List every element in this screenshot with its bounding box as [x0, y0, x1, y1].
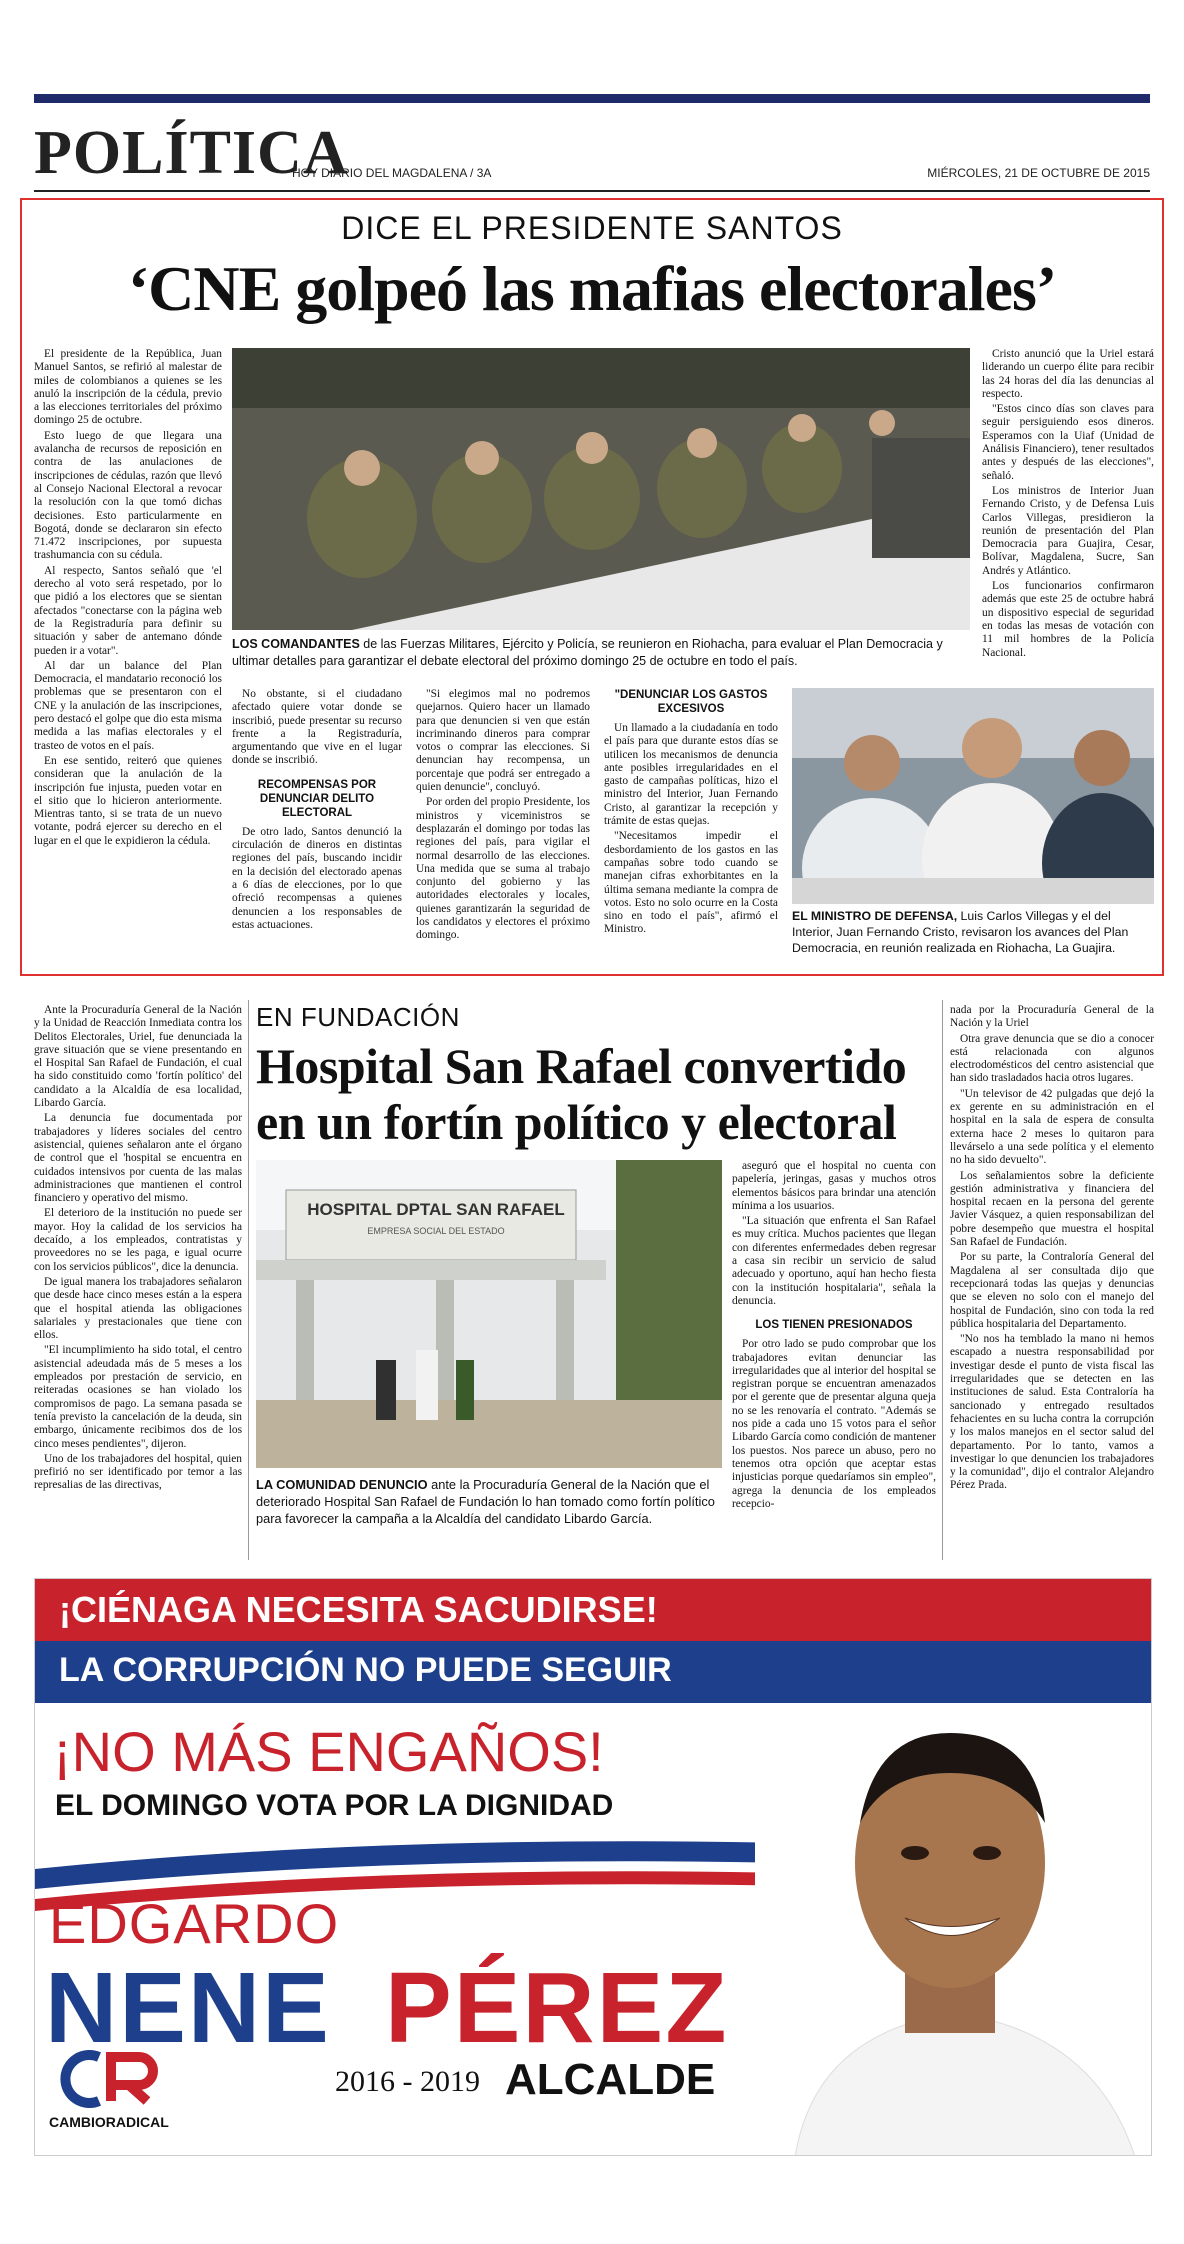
- candidate-first-name: EDGARDO: [49, 1892, 340, 1955]
- paragraph: Por orden del propio Presidente, los ministros y viceministros se desplazarán el domingo por todas las regiones del país, para vigilar el normal desarrollo de las elecciones. Una medida que se suma al trabajo conjunto del gobierno y las autoridades electorales y locales, quienes garantizarán la seguridad de los candidatos y electores el próximo domingo.: [416, 796, 590, 942]
- paragraph: "Si elegimos mal no podremos quejarnos. Quiero hacer un llamado para que denuncien si ven que están incriminando dineros para comprar votos o comprar las elecciones. Si denuncian hay recompensa, un porcentaje que podrá ser entregado a quien denuncie", concluyó.: [416, 688, 590, 794]
- hospital-sign: HOSPITAL DPTAL SAN RAFAEL: [307, 1200, 565, 1219]
- caption-text: ante la Procuraduría General de la Nación que el deteriorado Hospital San Rafael de Fundación lo han tomado como fortín político para favorecer la campaña a la Alcaldía del candidato Libardo García.: [256, 1477, 715, 1526]
- paragraph: El deterioro de la institución no puede ser mayor. Hoy la calidad de los servicios ha decaído, a los empleados, contratistas y proveedores no se les paga, e igual ocurre con los servicios públicos", dice la denuncia.: [34, 1207, 242, 1273]
- story2-column-left: [34, 1004, 242, 1560]
- paragraph: "La situación que enfrenta el San Rafael es muy crítica. Muchos pacientes que llegan con diferentes enfermedades deben regresar a casa sin recibir un servicio de salud adecuado y oportuno, aquí han hecho fiesta con la institución hospitalaria", señala la denuncia.: [732, 1215, 936, 1307]
- column-divider: [248, 1000, 249, 1560]
- subhead-rewards: RECOMPENSAS POR DENUNCIAR DELITO ELECTORAL: [257, 778, 377, 819]
- story-santos: [20, 198, 1164, 976]
- story2-column-right: [950, 1004, 1154, 1560]
- story2-headline: Hospital San Rafael convertido en un fortín político y electoral: [256, 1038, 907, 1150]
- photo-defense-minister: [792, 688, 1154, 904]
- ad-period: 2016 - 2019: [335, 2065, 480, 2098]
- ad-line-1: ¡CIÉNAGA NECESITA SACUDIRSE!: [59, 1589, 658, 1630]
- paragraph: nada por la Procuraduría General de la Nación y la Uriel: [950, 1004, 1154, 1030]
- paragraph: No obstante, si el ciudadano afectado quiere votar donde se inscribió, puede presentar su recurso frente a la Registraduría, argumentando que vive en el lugar donde se inscribió.: [232, 688, 402, 767]
- paragraph: aseguró que el hospital no cuenta con papelería, jeringas, gasas y muchos otros elementos básicos para brindar una atención mínima a los usuarios.: [732, 1160, 936, 1212]
- paragraph: Los funcionarios confirmaron además que este 25 de octubre habrá un dispositivo especial de seguridad en todas las mesas de votación con 11 mil hombres de la Policía Nacional.: [982, 580, 1154, 659]
- paragraph: Al dar un balance del Plan Democracia, el mandatario reconoció los problemas que se presentaron con el CNE y la anulación de las inscripciones, pero destacó el golpe que dio esta misma medida a las mafias electorales y el trasteo de votos en el país.: [34, 659, 222, 752]
- paragraph: Por otro lado se pudo comprobar que los trabajadores evitan denunciar las irregularidades que al interior del hospital se registran porque se encuentran amenazados por el gerente que de presentar alguna queja no se les renovaría el contrato. "Además se nos pide a cada uno 15 votos para el señor Libardo García como condición de mantener los puestos. Nos parece un abuso, pero no tenemos otra opción que aceptar estas injusticias porque quedaríamos sin empleo", agrega la denuncia de los empleados recepcio-: [732, 1338, 936, 1510]
- paper-date: MIÉRCOLES, 21 DE OCTUBRE DE 2015: [927, 166, 1150, 180]
- ad-line-3: ¡NO MÁS ENGAÑOS!: [53, 1720, 604, 1783]
- paragraph: De igual manera los trabajadores señalaron que desde hace cinco meses están a la espera que el hospital atienda las obligaciones salariales y prestacionales que tiene con ellos.: [34, 1275, 242, 1342]
- caption-text: Luis Carlos Villegas y el del Interior, Juan Fernando Cristo, revisaron los avances del Plan Democracia, en reunión realizada en Riohacha, La Guajira.: [792, 909, 1129, 955]
- paragraph: "No nos ha temblado la mano ni hemos escapado a nuestra responsabilidad por investigar desde el punto de vista fiscal las irregularidades que se detecten en las instituciones de salud. Esta Contraloría ha sancionado y entregado resultados fehacientes en su lucha contra la corrupción y los malos manejos en el sector salud del departamento. Por lo tanto, vamos a investigar lo que denuncien los trabajadores y la comunidad", dijo el contralor Alejandro Pérez Prada.: [950, 1333, 1154, 1492]
- paragraph: "El incumplimiento ha sido total, el centro asistencial adeudada más de 5 meses a los empleados por prestación de servicio, en reiteradas ocasiones se han violado los compromisos de pago. La semana pasada se tenía previsto la cancelación de la deuda, sin embargo, únicamente recibimos dos de los cinco meses pendientes", dijeron.: [34, 1344, 242, 1450]
- ad-line-4: EL DOMINGO VOTA POR LA DIGNIDAD: [55, 1789, 614, 1822]
- ad-office: ALCALDE: [505, 2055, 716, 2104]
- photo-commanders-meeting: [232, 348, 970, 630]
- subhead-pressured: LOS TIENEN PRESIONADOS: [755, 1319, 913, 1332]
- paragraph: Uno de los trabajadores del hospital, quien prefirió no ser identificado por temor a las represalias de las directivas,: [34, 1452, 242, 1492]
- candidate-portrait: [755, 1703, 1152, 2156]
- paragraph: Esto luego de que llegara una avalancha de recursos de reposición en contra de las anulaciones de inscripciones de cédulas, razón que llevó al Consejo Nacional Electoral a revocar la resolución con la que tomó dichas decisiones. Esto particularmente en Bogotá, donde se declararon sin efecto 71.472 inscripciones, por supuesta trashumancia con su cédula.: [34, 429, 222, 562]
- story1-column-1: [34, 348, 222, 968]
- caption-lead: LA COMUNIDAD DENUNCIO: [256, 1477, 428, 1492]
- paragraph: Los ministros de Interior Juan Fernando Cristo, y de Defensa Luis Carlos Villegas, presidieron la reunión de presentación del Plan Democracia para Guajira, Cesar, Bolívar, Magdalena, Sucre, San Andrés y Atlántico.: [982, 484, 1154, 577]
- paragraph: La denuncia fue documentada por trabajadores y líderes sociales del centro asistencial, quienes señalaron ante el órgano de control que el 'hospital se encuentra en cuidados intensivos por cuenta de las malas administraciones que mantienen el control financiero y operativo del mismo.: [34, 1112, 242, 1205]
- masthead: [34, 118, 1150, 192]
- newspaper-page: [30, 0, 1154, 2244]
- photo3-caption: [256, 1476, 722, 1527]
- paragraph: "Estos cinco días son claves para seguir persiguiendo esos dineros. Esperamos con la Uiaf (Unidad de Análisis Financiero), tener resultados antes y después de las elecciones", señaló.: [982, 403, 1154, 482]
- story2-kicker: EN FUNDACIÓN: [256, 1002, 460, 1032]
- cambio-radical-logo: [49, 2049, 189, 2139]
- paragraph: "Necesitamos impedir el desbordamiento de los gastos en las campañas sobre todo cuando se manejan cifras exhorbitantes en la última semana mediante la compra de votos. Esto no solo ocurre en la Costa sino en todo el país", afirmó el Ministro.: [604, 830, 778, 936]
- paragraph: En ese sentido, reiteró que quienes consideran que la anulación de la inscripción fue injusta, pueden votar en el sitio que lo hicieron anteriormente. Mientras tanto, si se trata de un nuevo votante, podrá ejercer su derecho en el lugar en el que le expidieron la cédula.: [34, 754, 222, 847]
- paragraph: Los señalamientos sobre la deficiente gestión administrativa y financiera del hospital recaen en la persona del gerente Javier Vásquez, a quien responsabilizan del pobre desempeño que muestra el hospital San Rafael de Fundación.: [950, 1169, 1154, 1249]
- photo-hospital: [256, 1160, 722, 1468]
- story1-headline: ‘CNE golpeó las mafias electorales’: [127, 253, 1057, 324]
- story1-kicker: DICE EL PRESIDENTE SANTOS: [341, 210, 843, 246]
- story1-column-3: [416, 688, 590, 970]
- paragraph: Al respecto, Santos señaló que 'el derecho al voto será respetado, por lo que pidió a los electores que se sientan afectados "conectarse con la página web de la Registraduría para definir su situación y saber de antemano dónde pueden ir a votar".: [34, 564, 222, 657]
- story1-column-5: [982, 348, 1154, 678]
- paper-name: HOY DIARIO DEL MAGDALENA / 3A: [292, 166, 492, 180]
- top-rule: [34, 94, 1150, 103]
- subhead-expenses: "DENUNCIAR LOS GASTOS EXCESIVOS: [614, 689, 768, 715]
- candidate-surname: PÉREZ: [385, 1952, 729, 2064]
- candidate-nickname: NENE: [45, 1952, 331, 2064]
- caption-text: de las Fuerzas Militares, Ejército y Policía, se reunieron en Riohacha, para evaluar el Plan Democracia y ultimar detalles para garantizar el debate electoral del próximo domingo 25 de octubre en todo el país.: [232, 637, 943, 668]
- paragraph: Por su parte, la Contraloría General del Magdalena al ser consultada dijo que recepcionará todas las quejas y denuncias que se eleven no solo con el manejo del hospital de Fundación, sino con toda la red pública hospitalaria del Departamento.: [950, 1251, 1154, 1330]
- story1-column-2: [232, 688, 402, 970]
- photo2-caption: [792, 908, 1154, 956]
- column-divider: [942, 1000, 943, 1560]
- party-name: CAMBIORADICAL: [49, 2114, 169, 2130]
- paragraph: Otra grave denuncia que se dio a conocer está relacionada con algunos electrodomésticos del centro asistencial que han sido trasladados hacia otros lugares.: [950, 1032, 1154, 1085]
- paragraph: Cristo anunció que la Uriel estará liderando un cuerpo élite para recibir las 24 horas del día las denuncias al respecto.: [982, 348, 1154, 400]
- section-name: POLÍTICA: [34, 119, 349, 187]
- story1-column-4: [604, 688, 778, 970]
- paragraph: Un llamado a la ciudadanía en todo el país para que durante estos días se utilicen los mecanismos de denuncia ante posibles irregularidades en el gasto de campañas políticas, hizo el ministro del Interior, Juan Fernando Cristo, al garantizar la recepción y trámite de estas quejas.: [604, 722, 778, 828]
- paragraph: "Un televisor de 42 pulgadas que dejó la ex gerente en su administración en el hospital en la sala de espera de consulta externa hace 2 meses lo quitaron para llevárselo a una sede política y el elemento no ha sido devuelto".: [950, 1087, 1154, 1167]
- paragraph: El presidente de la República, Juan Manuel Santos, se refirió al malestar de miles de colombianos a quienes se les anuló la inscripción de la cédula, previo a las elecciones territoriales del próximo domingo 25 de octubre.: [34, 348, 222, 427]
- ad-line-2: LA CORRUPCIÓN NO PUEDE SEGUIR: [59, 1651, 672, 1689]
- caption-lead: LOS COMANDANTES: [232, 637, 360, 651]
- story2-column-mid: [732, 1160, 936, 1560]
- campaign-ad: [34, 1578, 1152, 2156]
- paragraph: De otro lado, Santos denunció la circulación de dineros en distintas regiones del país, buscando incidir en la decisión del electorado apenas a 6 días de elecciones, por lo que ofreció recompensas a quienes denuncien a los responsables de estas actuaciones.: [232, 825, 402, 931]
- caption-lead: EL MINISTRO DE DEFENSA,: [792, 909, 958, 923]
- paragraph: Ante la Procuraduría General de la Nación y la Unidad de Reacción Inmediata contra los Delitos Electorales, Uriel, fue denunciada la grave situación que se viene presentando en el Hospital San Rafael de Fundación, el cual ha sido constituido como 'fortín político' del candidato a la Alcaldía de esa localidad, Libardo García.: [34, 1004, 242, 1110]
- photo1-caption: [232, 636, 970, 670]
- hospital-sign-sub: EMPRESA SOCIAL DEL ESTADO: [367, 1226, 505, 1236]
